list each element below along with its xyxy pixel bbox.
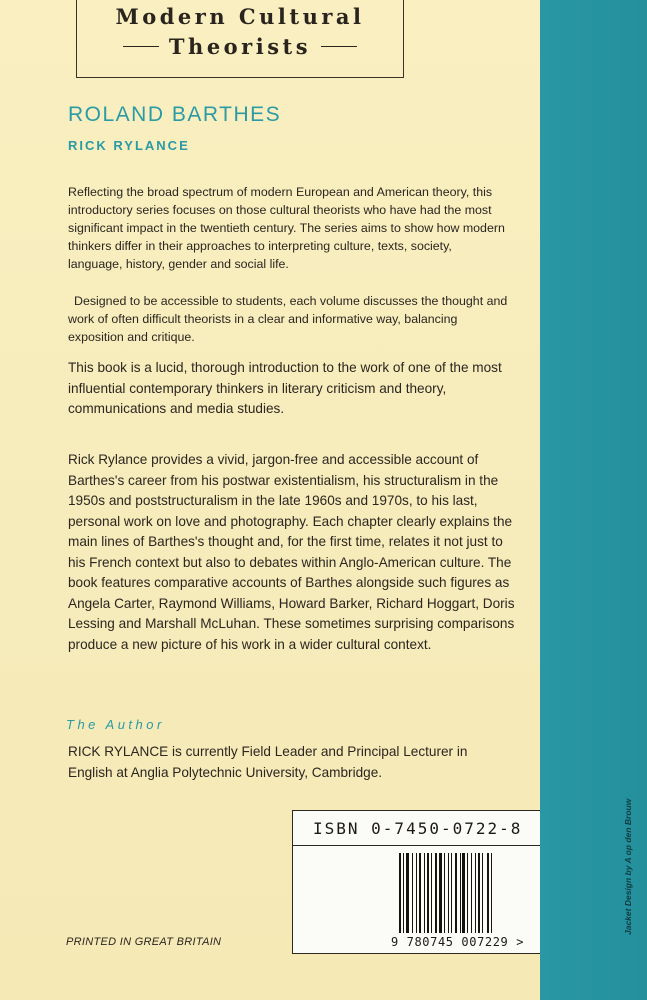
barcode-bar [462, 853, 465, 933]
barcode-bar [435, 853, 437, 933]
barcode-bar [467, 853, 468, 933]
left-rule [123, 46, 159, 47]
series-title-line2-text: Theorists [168, 34, 312, 59]
series-intro-paragraph-2: Designed to be accessible to students, each volume discusses the thought and work of often difficult theorists in a clear and informative way, balancing exposition and critique. [68, 294, 508, 344]
printed-in-notice: PRINTED IN GREAT BRITAIN [66, 936, 222, 948]
barcode-bar [419, 853, 421, 933]
barcode-bar [475, 853, 476, 933]
barcode-bar [455, 853, 457, 933]
barcode-bar [482, 853, 483, 933]
isbn-number: ISBN 0-7450-0722-8 [313, 819, 523, 838]
series-title-line2 [77, 34, 403, 59]
barcode-bar [431, 853, 432, 933]
book-title: ROLAND BARTHES [68, 103, 282, 126]
isbn-barcode-box [292, 810, 540, 954]
barcode-bar [427, 853, 429, 933]
book-author: RICK RYLANCE [68, 138, 190, 153]
ean-digits: 9 780745 007229 > [391, 935, 525, 949]
jacket-design-credit: Jacket Design by A op den Brouw [623, 798, 633, 935]
book-intro-paragraph: This book is a lucid, thorough introduction to the work of one of the most influential contemporary thinkers in literary criticism and theory, communications and media studies. [68, 360, 502, 416]
barcode-bar [487, 853, 489, 933]
series-title-box [76, 0, 404, 78]
right-rule [321, 46, 357, 47]
barcode-bar [478, 853, 480, 933]
author-bio: RICK RYLANCE is currently Field Leader and Principal Lecturer in English at Anglia Polytechnic University, Cambridge. [68, 744, 468, 780]
series-intro-paragraph: Reflecting the broad spectrum of modern European and American theory, this introductory series focuses on those cultural theorists who have had the most significant impact in the twentieth century. The series aims to show how modern thinkers differ in their approaches to interpreting culture, texts, society, language, history, gender and social life. [68, 185, 505, 271]
barcode-bar [399, 853, 401, 933]
barcode-bar [439, 853, 442, 933]
barcode-bar [471, 853, 472, 933]
barcode-bar [406, 853, 409, 933]
barcode-bar [451, 853, 452, 933]
barcode-bar [403, 853, 404, 933]
book-detail-paragraph: Rick Rylance provides a vivid, jargon-free and accessible account of Barthes's career from his postwar existentialism, his structuralism in the 1950s and poststructuralism in the late 1960s and 1970s, to his last, personal work on love and photography. Each chapter clearly explains the main lines of Barthes's thought and, for the first time, relates it not just to his French context but also to debates within Anglo-American culture. The book features comparative accounts of Barthes alongside such figures as Angela Carter, Raymond Williams, Howard Barker, Richard Hoggart, Doris Lessing and Marshall McLuhan. These sometimes surprising comparisons produce a new picture of his work in a wider cultural context. [68, 452, 515, 652]
barcode-bar [491, 853, 492, 933]
barcode-bar [460, 853, 461, 933]
barcode-bar [416, 853, 417, 933]
barcode [399, 853, 493, 937]
barcode-bar [444, 853, 445, 933]
barcode-bar [448, 853, 449, 933]
series-title-line1: Modern Cultural [115, 4, 365, 29]
barcode-bar [412, 853, 413, 933]
barcode-bar [424, 853, 425, 933]
author-heading: The Author [66, 717, 165, 732]
isbn-divider [293, 845, 540, 846]
